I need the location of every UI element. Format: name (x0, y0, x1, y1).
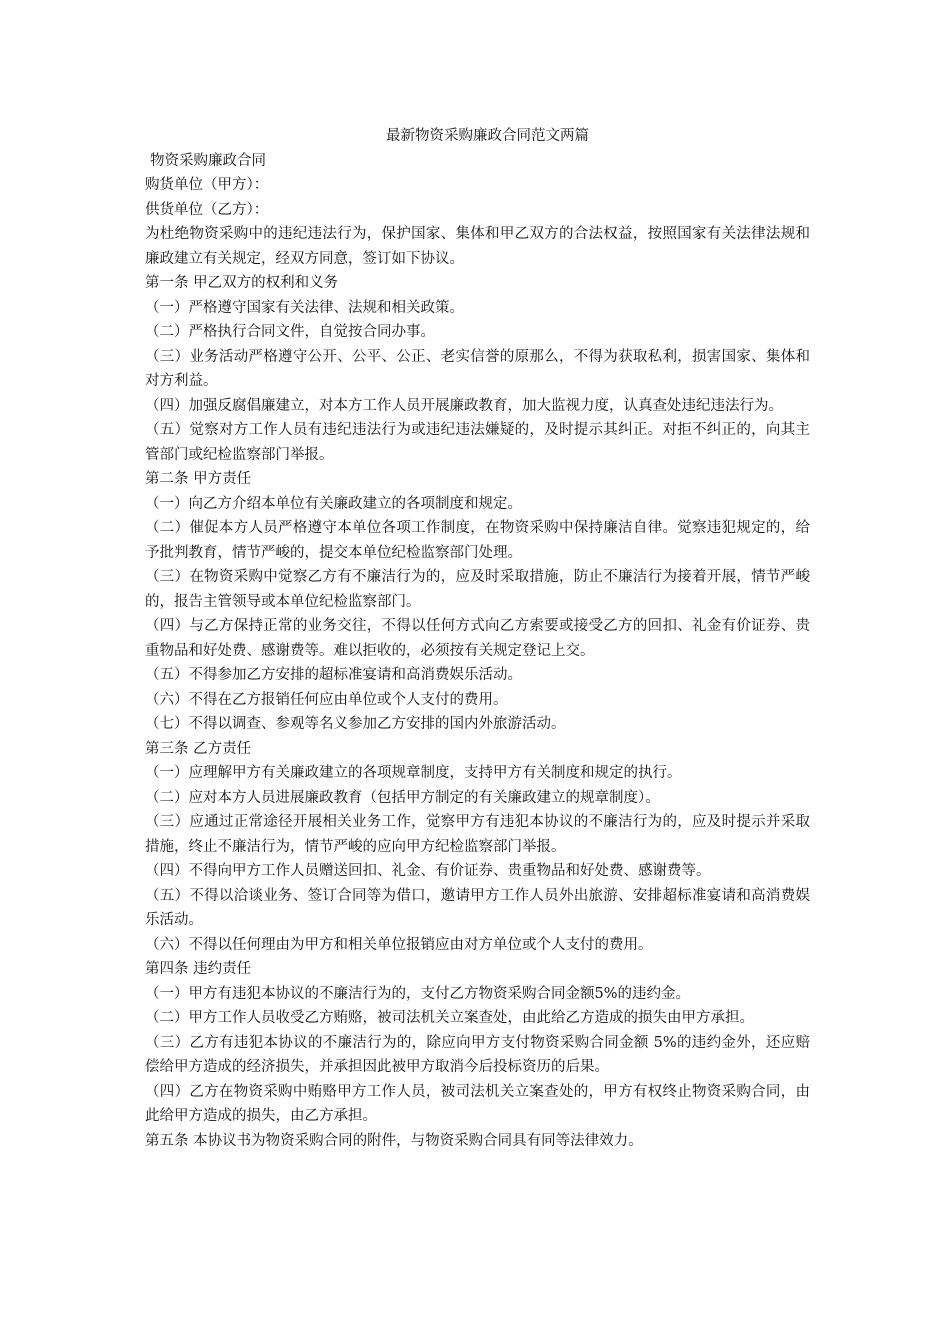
article-1-item-1: （一）严格遵守国家有关法律、法规和相关政策。 (145, 299, 464, 316)
document-title: 最新物资采购廉政合同范文两篇 (386, 128, 589, 144)
article-3-item-2: （二）应对本方人员进展廉政教育（包括甲方制定的有关廉政建立的规章制度）。 (145, 789, 660, 806)
article-4-heading: 第四条 违约责任 (145, 961, 252, 977)
article-1-item-3: （三）业务活动严格遵守公开、公平、公正、老实信誉的原那么，不得为获取私利，损害国家、集体和对方利益。 (145, 348, 810, 389)
article-3-item-4: （四）不得向甲方工作人员赠送回扣、礼金、有价证券、贵重物品和好处费、感谢费等。 (145, 863, 711, 879)
article-3-item-5: （五）不得以洽谈业务、签订合同等为借口，邀请甲方工作人员外出旅游、安排超标准宴请和高消费娱乐活动。 (145, 887, 810, 928)
article-2-heading: 第二条 甲方责任 (145, 471, 252, 487)
article-2-item-6: （六）不得在乙方报销任何应由单位或个人支付的费用。 (145, 691, 508, 708)
preamble-paragraph: 为杜绝物资采购中的违纪违法行为，保护国家、集体和甲乙双方的合法权益，按照国家有关法律法规和廉政建立有关规定，经双方同意，签订如下协议。 (145, 226, 810, 267)
article-1-heading: 第一条 甲乙双方的权利和义务 (145, 275, 339, 291)
article-4-item-2: （二）甲方工作人员收受乙方贿赂，被司法机关立案查处，由此给乙方造成的损失由甲方承担。 (145, 1010, 754, 1026)
article-2-item-2: （二）催促本方人员严格遵守本单位各项工作制度，在物资采购中保持廉洁自律。觉察违犯规定的，给予批判教育，情节严峻的，提交本单位纪检监察部门处理。 (145, 520, 810, 561)
article-1-item-2: （二）严格执行合同文件，自觉按合同办事。 (145, 324, 435, 340)
article-2-item-1: （一）向乙方介绍本单位有关廉政建立的各项制度和规定。 (145, 495, 522, 512)
article-3-item-3: （三）应通过正常途径开展相关业务工作，觉察甲方有违犯本协议的不廉洁行为的，应及时提示并采取措施，终止不廉洁行为，情节严峻的应向甲方纪检监察部门举报。 (145, 814, 810, 855)
article-3-heading: 第三条 乙方责任 (145, 740, 252, 757)
article-4-item-3: （三）乙方有违犯本协议的不廉洁行为的，除应向甲方支付物资采购合同金额 5%的违约金外，还应赔偿给甲方造成的经济损失，并承担因此被甲方取消今后投标资历的后果。 (145, 1034, 810, 1075)
buyer-line: 购货单位（甲方）： (145, 177, 269, 193)
article-3-item-6: （六）不得以任何理由为甲方和相关单位报销应由对方单位或个人支付的费用。 (145, 936, 653, 953)
article-3-item-1: （一）应理解甲方有关廉政建立的各项规章制度，支持甲方有关制度和规定的执行。 (145, 765, 682, 781)
article-1-item-5: （五）觉察对方工作人员有违纪违法行为或违纪违法嫌疑的，及时提示其纠正。对拒不纠正的，向其主管部门或纪检监察部门举报。 (145, 422, 810, 463)
subtitle-paragraph: 物资采购廉政合同 (150, 152, 266, 169)
article-2-item-3: （三）在物资采购中觉察乙方有不廉洁行为的，应及时采取措施，防止不廉洁行为接着开展，情节严峻的，报告主管领导或本单位纪检监察部门。 (145, 569, 810, 610)
supplier-line: 供货单位（乙方）： (145, 201, 269, 218)
article-4-item-1: （一）甲方有违犯本协议的不廉洁行为的，支付乙方物资采购合同金额5%的违约金。 (145, 985, 690, 1002)
article-5-paragraph: 第五条 本协议书为物资采购合同的附件，与物资采购合同具有同等法律效力。 (145, 1132, 643, 1149)
document-page (145, 124, 810, 1153)
article-2-item-7: （七）不得以调查、参观等名义参加乙方安排的国内外旅游活动。 (145, 716, 566, 732)
article-2-item-5: （五）不得参加乙方安排的超标准宴请和高消费娱乐活动。 (145, 667, 522, 683)
article-2-item-4: （四）与乙方保持正常的业务交往，不得以任何方式向乙方索要或接受乙方的回扣、礼金有价证券、贵重物品和好处费、感谢费等。难以拒收的，必须按有关规定登记上交。 (145, 618, 810, 659)
article-4-item-4: （四）乙方在物资采购中贿赂甲方工作人员，被司法机关立案查处的，甲方有权终止物资采购合同，由此给甲方造成的损失，由乙方承担。 (145, 1083, 810, 1124)
article-1-item-4: （四）加强反腐倡廉建立，对本方工作人员开展廉政教育，加大监视力度，认真查处违纪违法行为。 (145, 397, 783, 414)
